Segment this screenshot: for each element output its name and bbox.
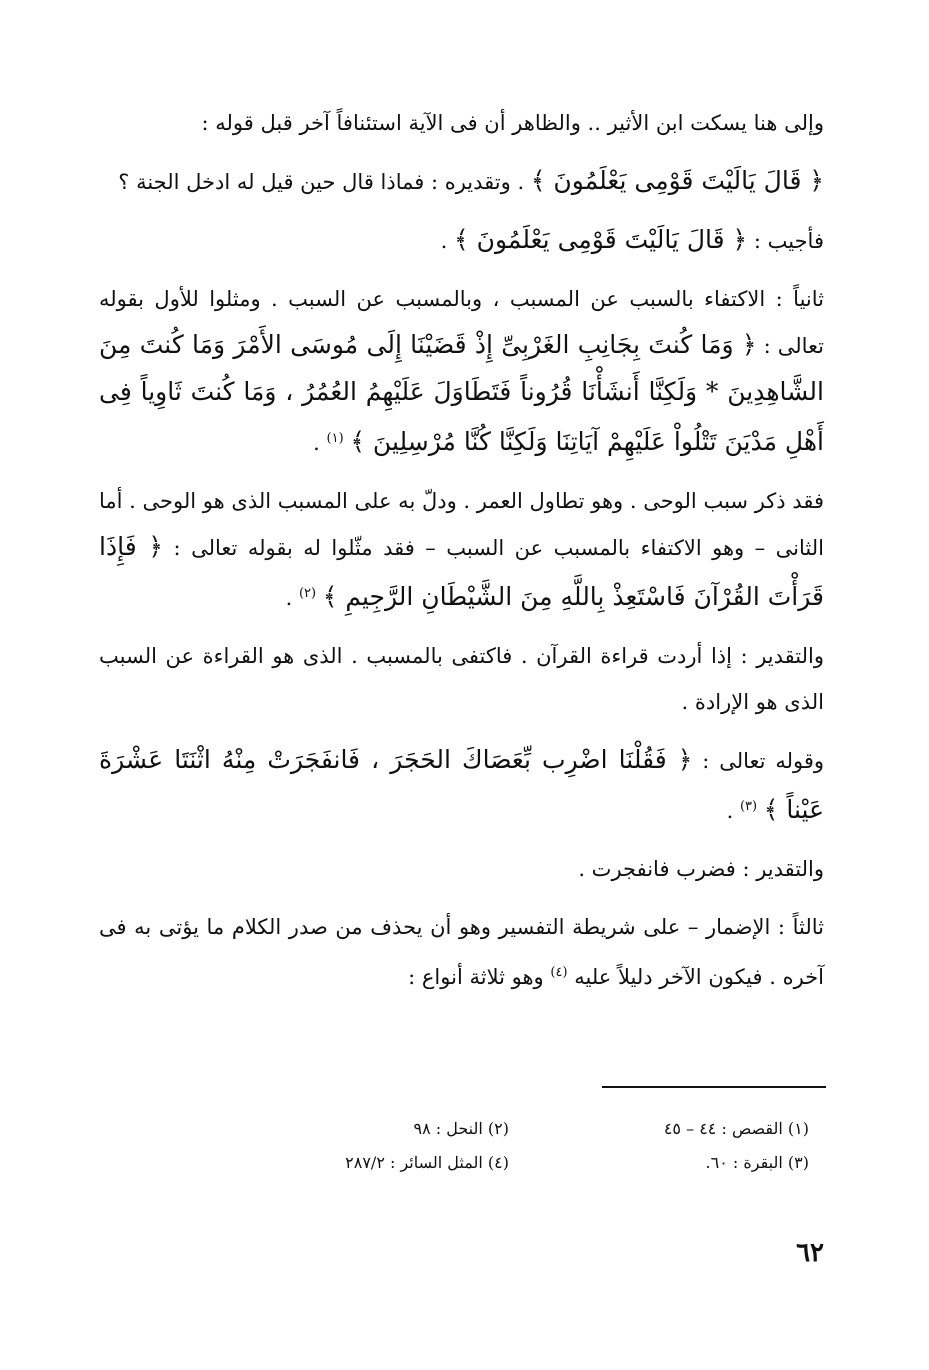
paragraph-tail: . xyxy=(726,799,734,823)
footnote-1: (١) القصص : ٤٤ – ٤٥ xyxy=(663,1119,809,1138)
paragraph-text: وإلى هنا يسكت ابن الأثير .. والظاهر أن فى الآية استئنافاً آخر قبل قوله : xyxy=(201,111,824,135)
quran-verse: ﴿ فَإِذَا قَرَأْتَ القُرْآنَ فَاسْتَعِذْ بِاللَّهِ مِنَ الشَّيْطَانِ الرَّجِيمِ ﴾ xyxy=(99,532,824,611)
quran-verse: ﴿ قَالَ يَالَيْتَ قَوْمِى يَعْلَمُونَ ﴾ xyxy=(530,166,824,195)
paragraph-text: فقد ذكر سبب الوحى . وهو تطاول العمر . ودلّ به على المسبب الذى هو الوحى . أما الثانى – وهو الاكتفاء بالمسبب عن السبب – فقد مثّلوا له بقوله تعالى : xyxy=(99,489,824,560)
footnote-3: (٣) البقرة : ٦٠. xyxy=(705,1153,809,1172)
paragraph-text: والتقدير : فضرب فانفجرت . xyxy=(578,857,824,881)
footnotes xyxy=(209,1112,809,1180)
footnote-row-1 xyxy=(209,1112,809,1146)
paragraph-tail: . xyxy=(285,586,293,610)
quran-verse: ﴿ قَالَ يَالَيْتَ قَوْمِى يَعْلَمُونَ ﴾ xyxy=(454,225,748,254)
paragraph-lead: فأجيب : xyxy=(753,229,824,253)
footnote-ref-3[interactable]: (٣) xyxy=(739,799,758,814)
footnote-divider xyxy=(602,1086,826,1088)
paragraph-text: ثالثاً : الإضمار – على شريطة التفسير وهو أن يحذف من صدر الكلام ما يؤتى به فى آخره . فيكون الآخر دليلاً عليه xyxy=(99,915,824,989)
footnote-ref-1[interactable]: (١) xyxy=(326,431,344,446)
paragraph-text: والتقدير : إذا أردت قراءة القرآن . فاكتفى بالمسبب . الذى هو القراءة عن السبب الذى هو الإرادة . xyxy=(99,644,824,714)
paragraph-text: . وتقديره : فماذا قال حين قيل له ادخل الجنة ؟ xyxy=(118,170,525,194)
quran-verse: ﴿ وَمَا كُنتَ بِجَانِبِ الغَرْبِىِّ إِذْ قَضَيْنَا إِلَى مُوسَى الأَمْرَ وَمَا كُنتَ مِنَ الشَّاهِدِينَ * وَلَكِنَّا أَنشَأْنَا قُرُوناً فَتَطَاوَلَ عَلَيْهِمُ العُمُرُ ، وَمَا كُنتَ ثَاوِياً فِى أَهْلِ مَدْيَنَ تَتْلُواْ عَلَيْهِمْ آيَاتِنَا وَلَكِنَّا كُنَّا مُرْسِلِينَ ﴾ xyxy=(99,330,824,456)
main-text xyxy=(99,100,824,1012)
paragraph-2 xyxy=(99,158,824,205)
footnote-ref-4[interactable]: (٤) xyxy=(550,965,568,980)
paragraph-5 xyxy=(99,478,824,621)
paragraph-text: . xyxy=(440,229,448,253)
paragraph-tail: وهو ثلاثة أنواع : xyxy=(408,965,544,989)
paragraph-1 xyxy=(99,100,824,146)
quran-verse: ﴿ فَقُلْنَا اضْرِب بِّعَصَاكَ الحَجَرَ ، فَانفَجَرَتْ مِنْهُ اثْنَتَا عَشْرَةَ عَيْناً ﴾ xyxy=(99,745,824,824)
paragraph-text: ثانياً : الاكتفاء بالسبب عن المسبب ، وبالمسبب عن السبب . ومثلوا للأول بقوله تعالى : xyxy=(99,287,824,358)
page-number: ٦٢ xyxy=(796,1238,824,1268)
paragraph-6 xyxy=(99,633,824,725)
paragraph-4 xyxy=(99,276,824,466)
footnote-ref-2[interactable]: (٢) xyxy=(298,586,317,601)
footnote-row-2 xyxy=(209,1146,809,1180)
paragraph-9 xyxy=(99,904,824,1000)
paragraph-8 xyxy=(99,846,824,892)
paragraph-tail: . xyxy=(313,431,320,455)
footnote-2: (٢) النحل : ٩٨ xyxy=(413,1119,509,1138)
paragraph-7 xyxy=(99,737,824,834)
paragraph-3 xyxy=(99,217,824,264)
paragraph-lead: وقوله تعالى : xyxy=(702,749,824,773)
footnote-4: (٤) المثل السائر : ٢٨٧/٢ xyxy=(345,1153,509,1172)
